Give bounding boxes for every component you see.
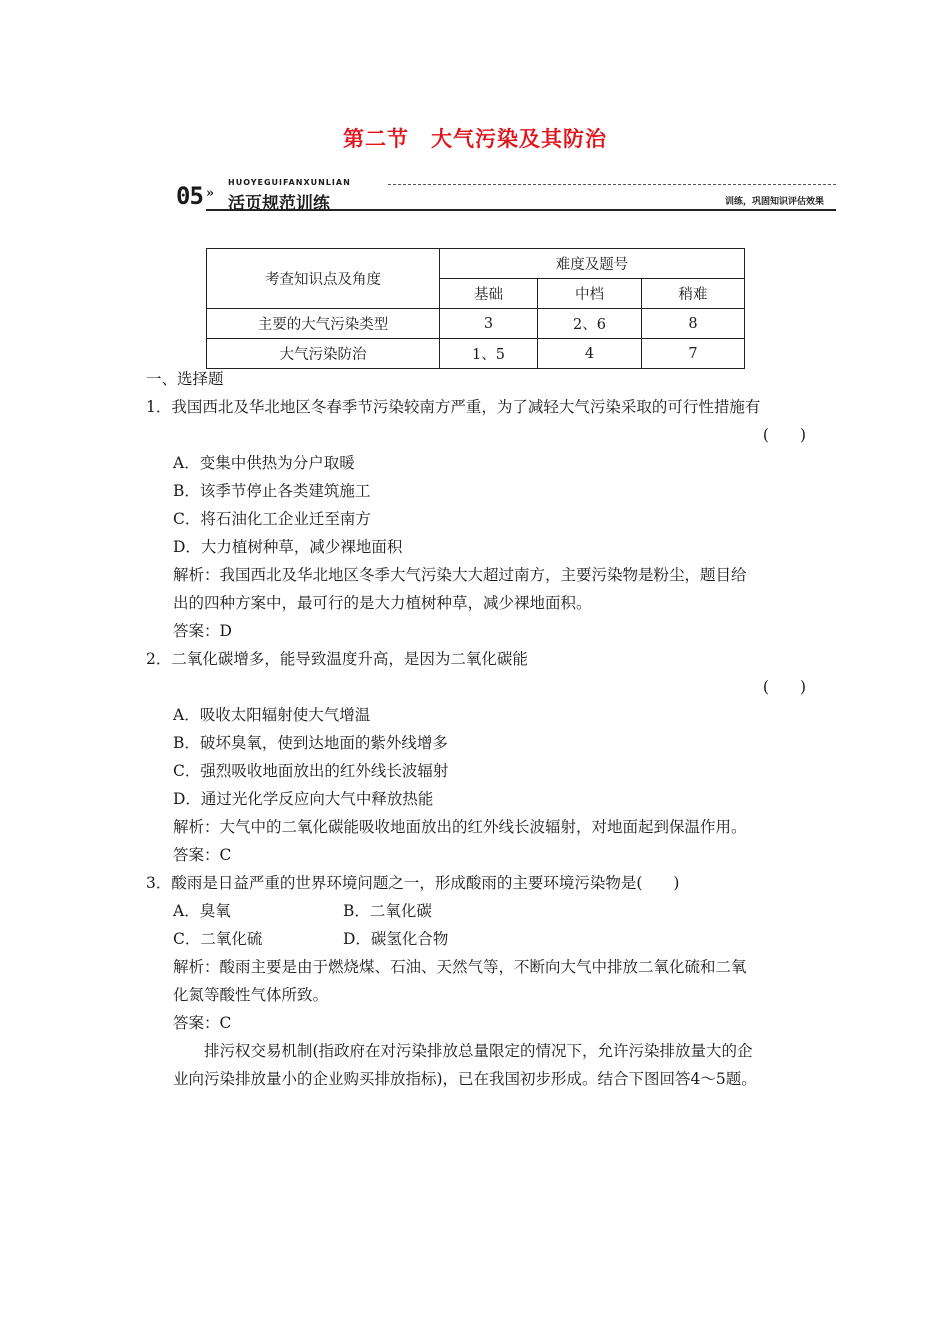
question-1-option-b: B．该季节停止各类建筑施工 (173, 482, 371, 500)
question-3-options-row-1 (146, 897, 806, 925)
banner-dashed-rule (388, 184, 836, 185)
question-3-option-c: C．二氧化硫 (173, 930, 263, 948)
banner-slogan: 训练，巩固知识评估效果 (724, 197, 824, 207)
question-1-analysis: 解析：我国西北及华北地区冬季大气污染大大超过南方，主要污染物是粉尘，题目给 (173, 566, 747, 584)
table-level: 稍难 (642, 279, 745, 309)
table-cell: 3 (440, 309, 538, 339)
question-1-stem: 1．我国西北及华北地区冬春季节污染较南方严重，为了减轻大气污染采取的可行性措施有 (146, 398, 761, 416)
question-2-analysis: 解析：大气中的二氧化碳能吸收地面放出的红外线长波辐射，对地面起到保温作用。 (173, 818, 747, 836)
table-row (207, 339, 745, 369)
page-title: 第二节 大气污染及其防治 (343, 127, 607, 151)
passage-line-1: 排污权交易机制(指政府在对污染排放总量限定的情况下，允许污染排放量大的企 (204, 1042, 753, 1060)
table-cell-topic: 大气污染防治 (207, 339, 440, 369)
question-2-option-c: C．强烈吸收地面放出的红外线长波辐射 (173, 762, 449, 780)
table-header-difficulty: 难度及题号 (440, 249, 745, 279)
table-row (207, 309, 745, 339)
banner-pinyin: HUOYEGUIFANXUNLIAN (228, 178, 351, 187)
question-1-answer: 答案：D (173, 622, 232, 640)
question-3-stem: 3．酸雨是日益严重的世界环境问题之一，形成酸雨的主要环境污染物是( ) (146, 874, 680, 892)
section-heading: 一、选择题 (146, 370, 224, 388)
table-level: 基础 (440, 279, 538, 309)
banner-rule (206, 209, 836, 211)
table-cell: 8 (642, 309, 745, 339)
question-3-analysis: 解析：酸雨主要是由于燃烧煤、石油、天然气等，不断向大气中排放二氧化硫和二氧 (173, 958, 747, 976)
question-1-option-a: A．变集中供热为分户取暖 (173, 454, 355, 472)
table-level: 中档 (538, 279, 642, 309)
question-2-stem: 2．二氧化碳增多，能导致温度升高，是因为二氧化碳能 (146, 650, 528, 668)
table-header-topic: 考查知识点及角度 (207, 249, 440, 309)
banner-number: 05 (176, 182, 203, 210)
chevron-icon: » (206, 186, 215, 201)
question-2-option-b: B．破坏臭氧，使到达地面的紫外线增多 (173, 734, 448, 752)
table-cell: 1、5 (440, 339, 538, 369)
question-2-option-d: D．通过光化学反应向大气中释放热能 (173, 790, 434, 808)
question-3-option-d: D．碳氢化合物 (343, 930, 449, 948)
exercise-content (146, 365, 806, 1093)
section-banner (176, 178, 836, 212)
question-2-option-a: A．吸收太阳辐射使大气增温 (173, 706, 371, 724)
table-cell-topic: 主要的大气污染类型 (207, 309, 440, 339)
question-1-analysis-cont: 出的四种方案中，最可行的是大力植树种草，减少裸地面积。 (173, 594, 592, 612)
knowledge-point-table (206, 248, 745, 369)
table-header-row (207, 249, 745, 279)
question-3-answer: 答案：C (173, 1014, 232, 1032)
question-2-answer-blank: ( ) (762, 678, 806, 696)
question-1-option-d: D．大力植树种草，减少裸地面积 (173, 538, 403, 556)
question-3-analysis-cont: 化氮等酸性气体所致。 (173, 986, 329, 1004)
table-cell: 4 (538, 339, 642, 369)
question-1-answer-blank: ( ) (762, 426, 806, 444)
table-cell: 7 (642, 339, 745, 369)
passage-line-2: 业向污染排放量小的企业购买排放指标)，已在我国初步形成。结合下图回答4～5题。 (173, 1070, 757, 1088)
question-1-option-c: C．将石油化工企业迁至南方 (173, 510, 371, 528)
question-3-option-a: A．臭氧 (173, 902, 231, 920)
question-2-answer: 答案：C (173, 846, 232, 864)
table-cell: 2、6 (538, 309, 642, 339)
banner-heading: 活页规范训练 (228, 194, 330, 214)
question-3-option-b: B．二氧化碳 (343, 902, 432, 920)
question-3-options-row-2 (146, 925, 806, 953)
